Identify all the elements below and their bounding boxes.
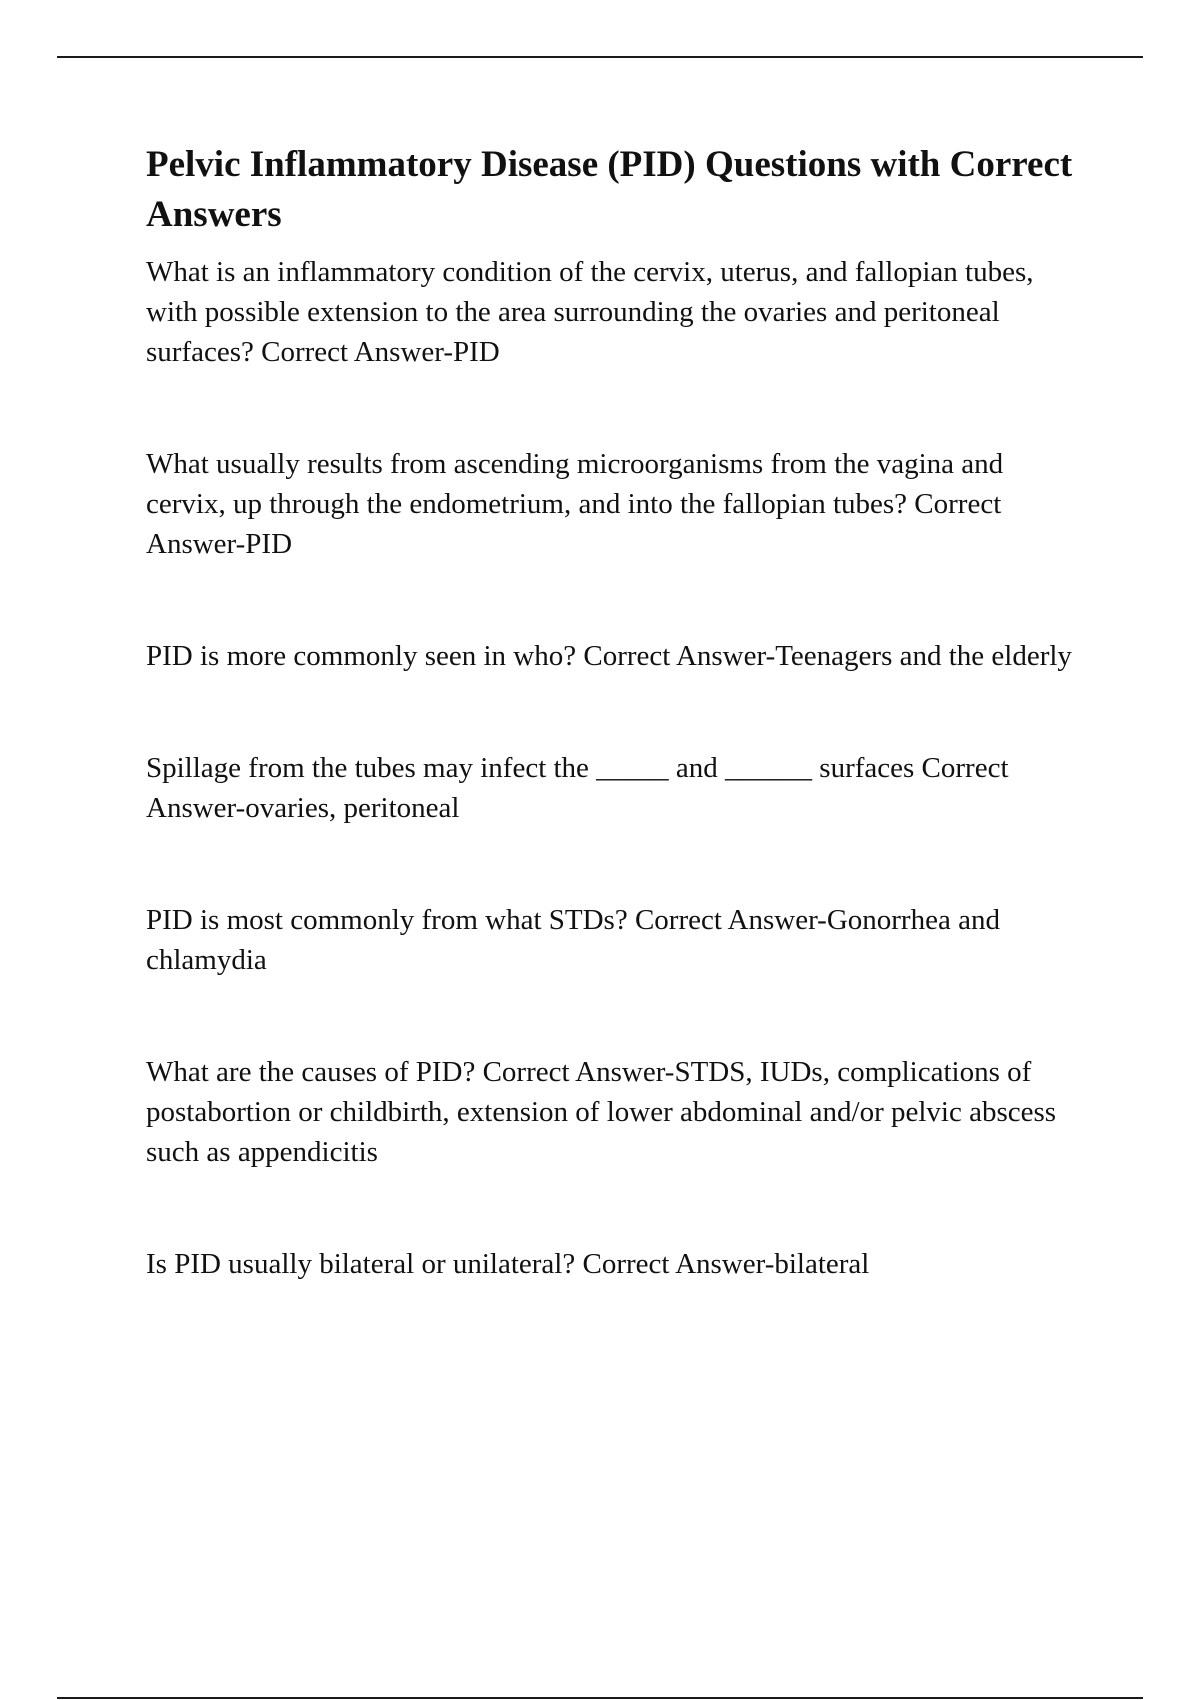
qa-item: PID is more commonly seen in who? Correct Answer-Teenagers and the elderly: [146, 640, 1072, 672]
document-body: [146, 140, 1086, 1284]
document-title: Pelvic Inflammatory Disease (PID) Questions with Correct Answers: [146, 144, 1073, 235]
qa-item: What is an inflammatory condition of the cervix, uterus, and fallopian tubes, with possible extension to the area surrounding the ovaries and peritoneal surfaces? Correct Answer-PID: [146, 256, 1034, 368]
qa-item: PID is most commonly from what STDs? Correct Answer-Gonorrhea and chlamydia: [146, 904, 1000, 976]
footer-rule: [57, 1697, 1143, 1699]
header-rule: [57, 56, 1143, 58]
qa-item: Spillage from the tubes may infect the _____ and ______ surfaces Correct Answer-ovaries, peritoneal: [146, 752, 1009, 824]
qa-item: What usually results from ascending microorganisms from the vagina and cervix, up through the endometrium, and into the fallopian tubes? Correct Answer-PID: [146, 448, 1004, 560]
qa-item: What are the causes of PID? Correct Answer-STDS, IUDs, complications of postabortion or childbirth, extension of lower abdominal and/or pelvic abscess such as appendicitis: [146, 1056, 1057, 1168]
qa-item: Is PID usually bilateral or unilateral? Correct Answer-bilateral: [146, 1248, 870, 1280]
